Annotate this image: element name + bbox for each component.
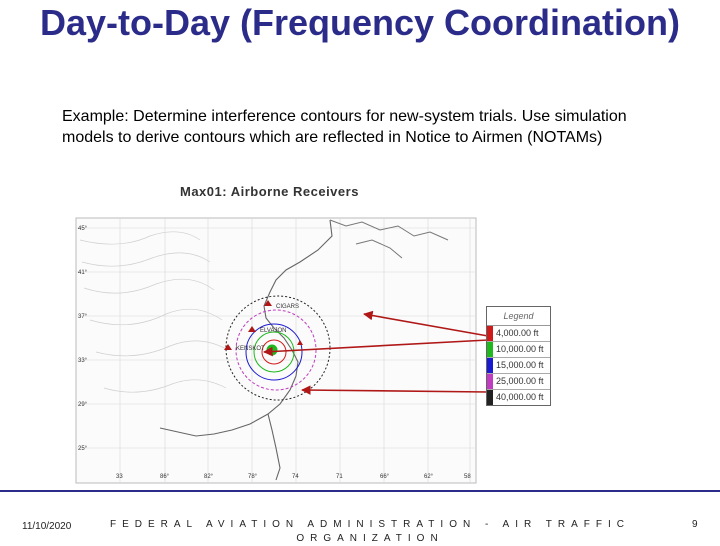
footer-date: 11/10/2020 bbox=[22, 521, 72, 532]
legend-swatch bbox=[487, 390, 493, 405]
lat-label: 37° bbox=[78, 314, 88, 320]
lon-label: 58 bbox=[464, 474, 471, 480]
lat-label: 29° bbox=[78, 402, 88, 408]
site-label-elvajon: ELVAJON bbox=[260, 328, 287, 334]
legend-label: 10,000.00 ft bbox=[496, 344, 544, 354]
lat-label: 25° bbox=[78, 446, 88, 452]
lon-label: 33 bbox=[116, 474, 123, 480]
lat-label: 41° bbox=[78, 270, 88, 276]
legend-item bbox=[487, 390, 550, 405]
legend-swatch bbox=[487, 358, 493, 373]
legend-item bbox=[487, 374, 550, 390]
page-number: 9 bbox=[692, 519, 698, 530]
legend-label: 4,000.00 ft bbox=[496, 328, 539, 338]
lat-label: 33° bbox=[78, 358, 88, 364]
legend-label: 25,000.00 ft bbox=[496, 376, 544, 386]
site-label-cigars: CIGARS bbox=[276, 304, 300, 310]
footer-organization: FEDERAL AVIATION ADMINISTRATION - AIR TRAFFIC ORGANIZATION bbox=[109, 519, 631, 544]
lon-label: 66° bbox=[380, 474, 390, 480]
lon-label: 82° bbox=[204, 474, 214, 480]
legend-label: 40,000.00 ft bbox=[496, 392, 544, 402]
contour-legend bbox=[486, 306, 551, 406]
lon-label: 74 bbox=[292, 474, 299, 480]
legend-item bbox=[487, 326, 550, 342]
legend-item bbox=[487, 342, 550, 358]
lat-label: 45° bbox=[78, 226, 88, 232]
lon-label: 78° bbox=[248, 474, 258, 480]
lon-label: 62° bbox=[424, 474, 434, 480]
lon-label: 86° bbox=[160, 474, 170, 480]
legend-label: 15,000.00 ft bbox=[496, 360, 544, 370]
slide-body-text: Example: Determine interference contours for new-system trials. Use simulation models to derive contours which are reflected in Notice to Airmen (NOTAMs) bbox=[62, 108, 627, 146]
slide-footer bbox=[0, 490, 720, 542]
legend-swatch bbox=[487, 374, 493, 389]
legend-header: Legend bbox=[487, 307, 550, 326]
figure-title: Max01: Airborne Receivers bbox=[180, 184, 359, 199]
site-label-kenskot: KENSKOT bbox=[236, 346, 265, 352]
legend-swatch bbox=[487, 326, 493, 341]
legend-swatch bbox=[487, 342, 493, 357]
lon-label: 71 bbox=[336, 474, 343, 480]
legend-item bbox=[487, 358, 550, 374]
slide-title: Day-to-Day (Frequency Coordination) bbox=[39, 2, 681, 43]
